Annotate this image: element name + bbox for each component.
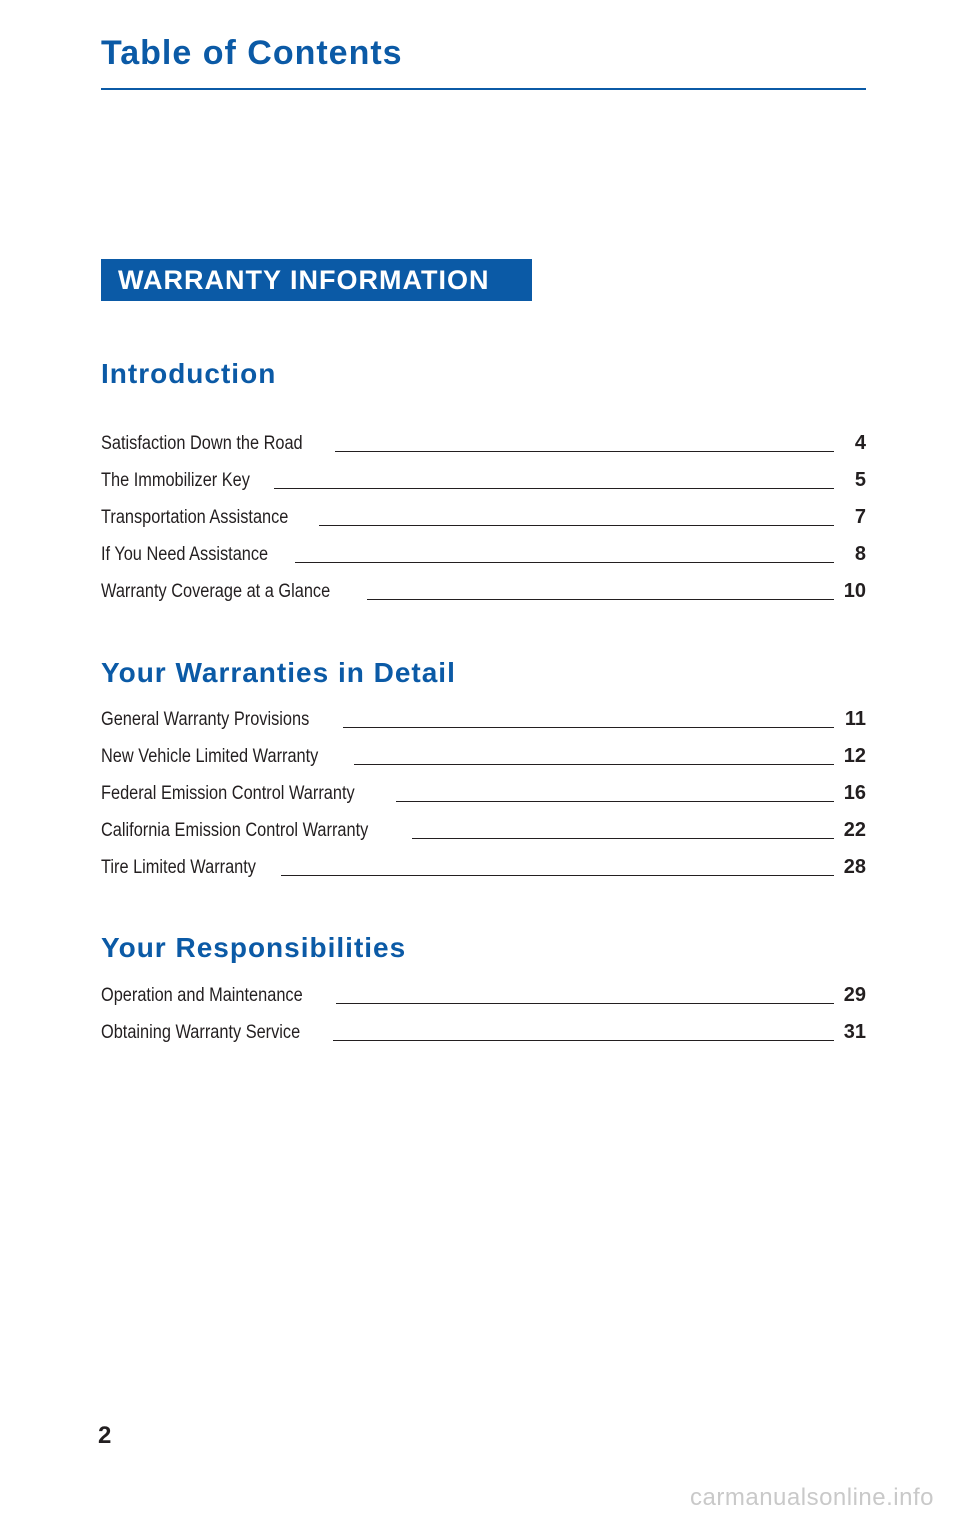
toc-entry-page: 31 <box>843 1021 866 1043</box>
toc-entry[interactable] <box>101 533 866 570</box>
toc-entry-page: 28 <box>843 856 866 878</box>
toc-entry-label: Warranty Coverage at a Glance <box>101 581 331 602</box>
toc-leader-line <box>336 1003 834 1004</box>
toc-entry-label: If You Need Assistance <box>101 544 269 565</box>
toc-leader-line <box>295 562 834 563</box>
toc-entry-label: Tire Limited Warranty <box>101 857 256 878</box>
toc-leader-line <box>354 764 834 765</box>
toc-entry-page: 8 <box>854 543 866 565</box>
toc-entry[interactable] <box>101 496 866 533</box>
section-responsibilities <box>101 934 866 1048</box>
toc-entry-page: 11 <box>844 708 866 730</box>
toc-entry[interactable] <box>101 698 866 735</box>
toc-entry[interactable] <box>101 422 866 459</box>
toc-entry[interactable] <box>101 1011 866 1048</box>
toc-entry-label: California Emission Control Warranty <box>101 820 369 841</box>
section-heading-responsibilities: Your Responsibilities <box>101 932 407 963</box>
toc-list-warranties-in-detail <box>101 698 866 883</box>
toc-entry[interactable] <box>101 809 866 846</box>
page-title: Table of Contents <box>101 34 403 72</box>
toc-leader-line <box>343 727 834 728</box>
toc-entry[interactable] <box>101 570 866 607</box>
toc-entry-page: 29 <box>843 984 866 1006</box>
warranty-information-banner: WARRANTY INFORMATION <box>101 259 532 301</box>
toc-entry[interactable] <box>101 459 866 496</box>
toc-entry[interactable] <box>101 974 866 1011</box>
toc-leader-line <box>333 1040 834 1041</box>
section-heading-warranties-in-detail: Your Warranties in Detail <box>101 657 456 688</box>
toc-entry-page: 4 <box>854 432 866 454</box>
section-introduction <box>101 360 866 607</box>
toc-leader-line <box>396 801 834 802</box>
toc-list-introduction <box>101 422 866 607</box>
page-number: 2 <box>98 1422 112 1449</box>
toc-entry-page: 16 <box>843 782 866 804</box>
toc-list-responsibilities <box>101 974 866 1048</box>
toc-leader-line <box>274 488 834 489</box>
toc-entry-label: Transportation Assistance <box>101 507 289 528</box>
toc-entry[interactable] <box>101 772 866 809</box>
toc-leader-line <box>412 838 834 839</box>
toc-leader-line <box>319 525 834 526</box>
toc-entry[interactable] <box>101 846 866 883</box>
toc-entry-label: General Warranty Provisions <box>101 709 310 730</box>
toc-entry-label: Obtaining Warranty Service <box>101 1022 301 1043</box>
toc-entry-label: Satisfaction Down the Road <box>101 433 303 454</box>
toc-entry-page: 12 <box>843 745 866 767</box>
toc-entry-page: 7 <box>854 506 866 528</box>
section-warranties-in-detail <box>101 659 866 883</box>
toc-entry-label: Operation and Maintenance <box>101 985 303 1006</box>
toc-leader-line <box>281 875 834 876</box>
toc-entry-page: 5 <box>854 469 866 491</box>
toc-leader-line <box>335 451 834 452</box>
toc-entry-page: 10 <box>843 580 866 602</box>
watermark-text: carmanualsonline.info <box>690 1484 934 1511</box>
toc-entry-page: 22 <box>843 819 866 841</box>
toc-entry-label: New Vehicle Limited Warranty <box>101 746 319 767</box>
toc-entry-label: The Immobilizer Key <box>101 470 250 491</box>
toc-leader-line <box>367 599 833 600</box>
title-divider <box>101 88 866 90</box>
toc-entry-label: Federal Emission Control Warranty <box>101 783 355 804</box>
section-heading-introduction: Introduction <box>101 358 277 389</box>
toc-entry[interactable] <box>101 735 866 772</box>
